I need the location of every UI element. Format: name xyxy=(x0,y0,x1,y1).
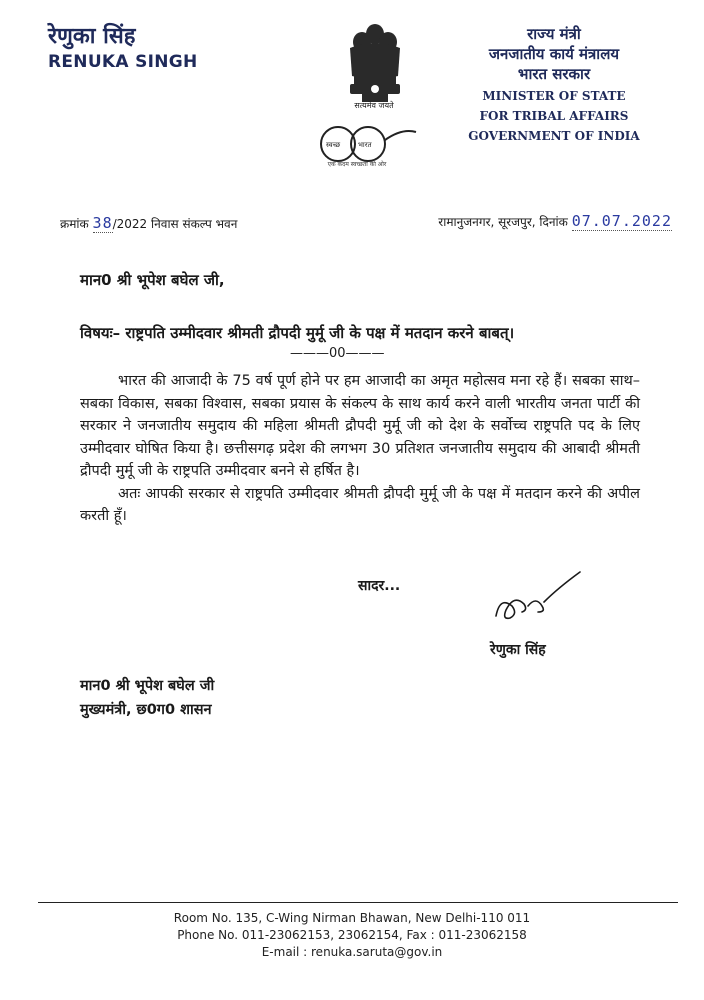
closing-text: सादर... xyxy=(358,578,401,594)
addressee-block xyxy=(80,674,214,722)
national-emblem-icon xyxy=(320,14,430,114)
addressee-name: मान0 श्री भूपेश बघेल जी xyxy=(80,678,215,694)
emblem-motto: सत्यमेव जयते xyxy=(354,101,394,110)
designation-english-1: MINISTER OF STATE xyxy=(482,89,626,103)
place-date-line xyxy=(438,212,672,230)
addressee-designation: मुख्यमंत्री, छ0ग0 शासन xyxy=(80,702,212,718)
designation-hindi-1: राज्य मंत्री xyxy=(527,25,581,43)
section-divider: ———00——— xyxy=(290,346,385,361)
body-paragraph-2: अतः आपकी सरकार से राष्ट्रपति उम्मीदवार श्रीमती द्रौपदी मुर्मू जी के पक्ष में मतदान करने की अपील करती हूँ। xyxy=(80,485,640,524)
salutation: मान0 श्री भूपेश बघेल जी, xyxy=(80,271,225,289)
swachh-tagline: एक कदम स्वच्छता की ओर xyxy=(327,161,387,168)
footer-phone: Phone No. 011-23062153, 23062154, Fax : 011-23062158 xyxy=(177,928,527,942)
reference-prefix: क्रमांक xyxy=(60,217,89,231)
footer-contact xyxy=(0,910,704,961)
signature-icon xyxy=(488,566,588,636)
footer-address: Room No. 135, C-Wing Nirman Bhawan, New Delhi-110 011 xyxy=(173,911,531,925)
footer-email: E-mail : renuka.saruta@gov.in xyxy=(261,945,443,959)
reference-number-handwritten: 38 xyxy=(92,214,113,232)
designation-block xyxy=(434,24,674,146)
designation-hindi-3: भारत सरकार xyxy=(517,65,591,83)
designation-hindi-2: जनजातीय कार्य मंत्रालय xyxy=(488,45,620,63)
place-label: रामानुजनगर, सूरजपुर, दिनांक xyxy=(438,215,568,229)
swachh-right-text: भारत xyxy=(358,141,372,149)
letter-body xyxy=(80,370,640,528)
signatory-name: रेणुका सिंह xyxy=(490,642,546,658)
reference-number xyxy=(60,214,237,232)
subject-line: विषयः– राष्ट्रपति उम्मीदवार श्रीमती द्रौपदी मुर्मू जी के पक्ष में मतदान करने बाबत्। xyxy=(80,324,515,342)
swachh-left-text: स्वच्छ xyxy=(326,141,341,149)
designation-english-2: FOR TRIBAL AFFAIRS xyxy=(479,109,629,123)
body-paragraph-1: भारत की आजादी के 75 वर्ष पूर्ण होने पर हम आजादी का अमृत महोत्सव मना रहे हैं। सबका साथ–सबका विकास, सबका विश्वास, सबका प्रयास के संकल्प के साथ कार्य करने वाली भारतीय जनता पार्टी की सरकार ने जनजातीय समुदाय की महिला श्रीमती द्रौपदी मुर्मू जी को देश के सर्वोच्च राष्ट्रपति पद के लिए उम्मीदवार घोषित किया है। छत्तीसगढ़ प्रदेश की लगभग 30 प्रतिशत जनजातीय समुदाय की आबादी श्रीमती द्रौपदी मुर्मू जी के राष्ट्रपति उम्मीदवार बनने से हर्षित है। xyxy=(80,373,640,479)
footer-divider xyxy=(38,902,678,903)
letter-date: 07.07.2022 xyxy=(571,212,672,230)
sender-name-hindi: रेणुका सिंह xyxy=(48,24,136,49)
sender-name-english: RENUKA SINGH xyxy=(48,52,198,72)
designation-english-3: GOVERNMENT OF INDIA xyxy=(468,129,640,143)
reference-suffix: /2022 निवास संकल्प भवन xyxy=(112,217,238,231)
